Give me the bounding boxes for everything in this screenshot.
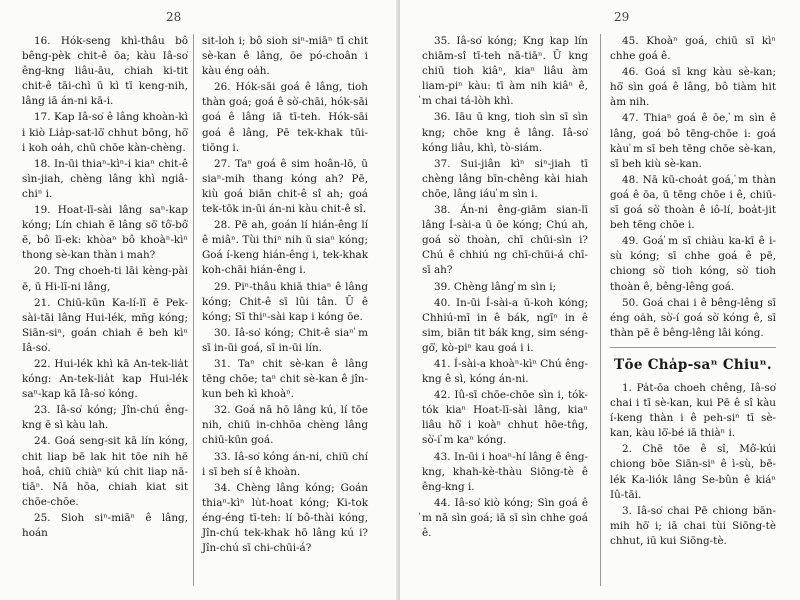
verse-paragraph: 35. Iâ-so͘ kóng; Kng kap lín chiām-sî tī-teh nā-tiāⁿ. Ū kng chiū tioh kiâⁿ, kiaⁿ liâu àm liam-piⁿ kàu: tī àm nih kiâⁿ ê, ̍m chai tá-lòh khì.: [422, 35, 588, 108]
verse-paragraph: 42. Iû-sī chōe-chōe sìn i, tók-tók kiaⁿ Hoat-lī-sài lâng, kiaⁿ liâu hō͘ i koàⁿ chhut hōe-tn̂g, sò͘-i ̍m kaⁿ kóng.: [422, 389, 588, 447]
verse-paragraph: 16. Hók-seng khì-thâu bô bêng-pèk chit-ê ōa; kàu Iâ-so͘ êng-kng liâu-āu, chiah ki-tit chit-ê tāi-chì ū kì tī keng-nih, lâng iā án-ni kā-i.: [22, 35, 188, 108]
verse-paragraph: 30. Iâ-so͘ kóng; Chit-ê siaⁿ ̍m sī in-ūi goá, sī in-ūi lín.: [202, 326, 368, 354]
right-column-2: [610, 34, 776, 550]
verse-paragraph: 29. Piⁿ-thâu khiā thiaⁿ ê lâng kóng; Chit-ê sī lûi tân. Ū ê kóng; Sī thiⁿ-sài kap i kóng ōe.: [202, 280, 368, 323]
page-number-left: 28: [166, 10, 182, 24]
left-column-2: [202, 34, 368, 557]
verse-paragraph: 49. Goá ̍m sī chiàu ka-kī ê i-sù kóng; sī chhe goá ê pē, chiong sò͘ tioh kóng, sò͘ tioh thoàn ê, bêng-lêng goá.: [610, 235, 776, 293]
verse-paragraph: 45. Khoàⁿ goá, chiū sī kìⁿ chhe goá ê.: [610, 35, 776, 63]
section-rule: [610, 347, 776, 348]
verse-paragraph: 24. Goá seng-sit kā lín kóng, chit liap bē lak hit tōe nih hē hoâ, chiū chiàⁿ kú chit liap nā-tiāⁿ. Nā hōa, chiah kiat sit chōe-chōe.: [22, 435, 188, 508]
verse-paragraph: 31. Taⁿ chit sè-kan ê lâng tēng chōe; taⁿ chit sè-kan ê jîn-kun beh kì khoàⁿ.: [202, 357, 368, 401]
verse-paragraph: 37. Sui-jiân kìⁿ siⁿ-jiah tī chèng lâng bīn-chêng kài hiah chōe, lâng iáu ̍m sìn i.: [422, 157, 588, 200]
verse-paragraph: 3. Iâ-so͘ chai Pē chiong bān-mih hō͘ i; iā chai tùi Siōng-tè chhut, iū kui Siōng-tè.: [610, 504, 776, 547]
verse-paragraph: 38. Án-ni êng-giām sian-lī lâng Í-sài-a ū ōe kóng; Chú ah, goá sò͘ thoàn, chī chūi-sìn i? Chú ê chhiú ng chī-chūi-á chī-sī ah?: [422, 204, 588, 277]
left-column-1: [22, 34, 188, 542]
verse-paragraph: 25. Sioh siⁿ-miāⁿ ê lâng, hoán: [22, 511, 188, 539]
verse-paragraph: 32. Goá nā hō lâng kú, lí tōe nih, chiū in-chhōa chèng lâng chiū-kūn goá.: [202, 404, 368, 447]
verse-paragraph: 22. Hui-lék khì kā An-tek-lia̍t kóng: An-tek-lia̍t kap Hui-lék saⁿ-kap kā Iâ-so͘ kóng.: [22, 357, 188, 401]
verse-paragraph: 21. Chiū-kūn Ka-lí-lī ē Pek-sài-tāi lâng Hui-lék, mn̄g kóng; Siān-siⁿ, goán chiah ē beh kìⁿ Iâ-so͘.: [22, 296, 188, 354]
verse-paragraph: 2. Chē tōe ê sî, Mô͘-kúi chiong bōe Siān-siⁿ ê ì-sù, bē-lék Ka-liók lâng Se-bûn ê kiáⁿ Iû-tāi.: [610, 443, 776, 501]
right-column-1: [422, 34, 588, 542]
verse-paragraph: 17. Kap Iâ-so͘ ê lâng khoàn-kì i kiò Lia̍p-sat-lō͘ chhut bōng, hō͘ i koh oa̍h, chū chōe kàn-chèng.: [22, 111, 188, 154]
verse-paragraph: 39. Chèng lâng ̍m sìn i;: [434, 280, 557, 293]
verse-paragraph: 33. Iâ-so͘ kóng án-ni, chiū chí i sī beh sí ê khoàn.: [202, 450, 368, 478]
column-divider: [600, 34, 601, 586]
verse-paragraph: 27. Taⁿ goá ê sim hoân-lō, ū siaⁿ-mih thang kóng ah? Pē, kiù goá biān chit-ê sî ah; goá tek-tōk in-ūi án-ni kàu chit-ê sî.: [202, 157, 368, 216]
right-page: [400, 0, 800, 600]
verse-paragraph: 47. Thiaⁿ goá ê ōe, ̍m sìn ê lâng, goá bô tēng-chōe i: goá kàu ̍m sī beh tēng chōe sè-kan, sī beh kiù sè-kan.: [610, 112, 776, 170]
verse-paragraph: 44. Iâ-so͘ kiò kóng; Sìn goá ê ̍m nā sìn goá; iā sī sìn chhe goá ê.: [422, 496, 588, 539]
verse-paragraph: 20. Tng choeh-ti lāi kèng-pài ē, ū Hi-lī-ni lâng,: [22, 265, 188, 293]
verse-paragraph: 48. Nā kū-choa̍t goá, ̍m thàn goá ê ōa, ū tēng chōe i ê, chiū-sī goá sò͘ thoàn ê iô-lí, boa̍t-jit beh tēng chōe i.: [610, 173, 776, 232]
verse-paragraph: 46. Goá sī kng kàu sè-kan; hō͘ sìn goá ê lâng, bô tiàm hit àm nih.: [610, 66, 776, 109]
verse-paragraph: 23. Iâ-so͘ kóng; Jîn-chú êng-kng ē sì kàu lah.: [22, 404, 188, 432]
verse-paragraph: 40. In-ūi Í-sài-a ū-koh kóng; Chhiú-mī in ê bák, ngīⁿ in ê sim, biān tit bák kng, sim séng-gō͘, kò-piⁿ kau goá i i.: [422, 296, 588, 354]
verse-paragraph: 18. In-ūi thiaⁿ-kìⁿ-i kiaⁿ chit-ê sìn-jiah, chèng lâng khì ngiâ-chiⁿ i.: [22, 157, 188, 200]
verse-paragraph: 41. Í-sài-a khoàⁿ-kìⁿ Chú êng-kng ê sì, kóng án-ni.: [422, 357, 588, 386]
verse-continuation: sit-loh i; bô sioh siⁿ-miāⁿ tī chit sè-kan ê lâng, ōe pó-choân i kàu éng oa̍h.: [202, 35, 368, 78]
page-number-right: 29: [614, 10, 630, 24]
column-divider: [193, 34, 194, 586]
verse-paragraph: 43. In-ūi i hoaⁿ-hí lâng ê êng-kng, khah-kè-thàu Siōng-tè ê êng-kng i.: [422, 450, 588, 493]
verse-paragraph: 50. Goá chai i ê bêng-lêng sī éng oa̍h, sò͘-í goá sò͘ kóng ê, sī thàn pē ê bêng-lêng lâi kóng.: [610, 296, 776, 339]
verse-paragraph: 28. Pē ah, goán lí hián-êng lí ê miâⁿ. Tùi thiⁿ nih ū siaⁿ kóng; Goá í-keng hián-êng i, tek-khak koh-chāi hián-êng i.: [202, 219, 368, 277]
verse-paragraph: 36. Iāu ū kng, tioh sìn sī sìn kng; chōe kng ê lâng. Iâ-so͘ kóng liâu, khì, tò-siám.: [422, 111, 588, 154]
verse-paragraph: 26. Hók-sāi goá ê lâng, tioh thàn goá; goá ê sò͘-chāi, hók-sāi goá ê lâng iā tī-teh. Hók-sāi goá ê lâng, Pē tek-khak tūi-tiōng i.: [202, 81, 368, 154]
verse-paragraph: 34. Chèng lâng kóng; Goán thiaⁿ-kìⁿ lu̍t-hoat kóng; Ki-tok éng-éng tī-teh: lí bô-thài kóng, Jîn-chú tek-khak hō lâng kú i? Jîn-chú sī chi-chūi-á?: [202, 481, 368, 555]
verse-paragraph: 19. Hoat-lī-sài lâng saⁿ-kap kóng; Lín chiah ē lâng sō͘ tô͘-bô͘ ē, bô lī-ek: khòaⁿ bô khoàⁿ-kìⁿ thong sè-kan thàn i mah?: [22, 204, 188, 262]
chapter-heading: Tōe Cha̍p-saⁿ Chiuⁿ.: [614, 356, 772, 373]
verse-paragraph: 1. Pa̍t-ōa choeh chêng, Iâ-so͘ chai i tī sè-kan, kui Pē ê sî kàu í-keng thàn i ê peh-siⁿ tī sè-kan, kàu lō͘-bé iā thiàⁿ i.: [610, 381, 776, 440]
